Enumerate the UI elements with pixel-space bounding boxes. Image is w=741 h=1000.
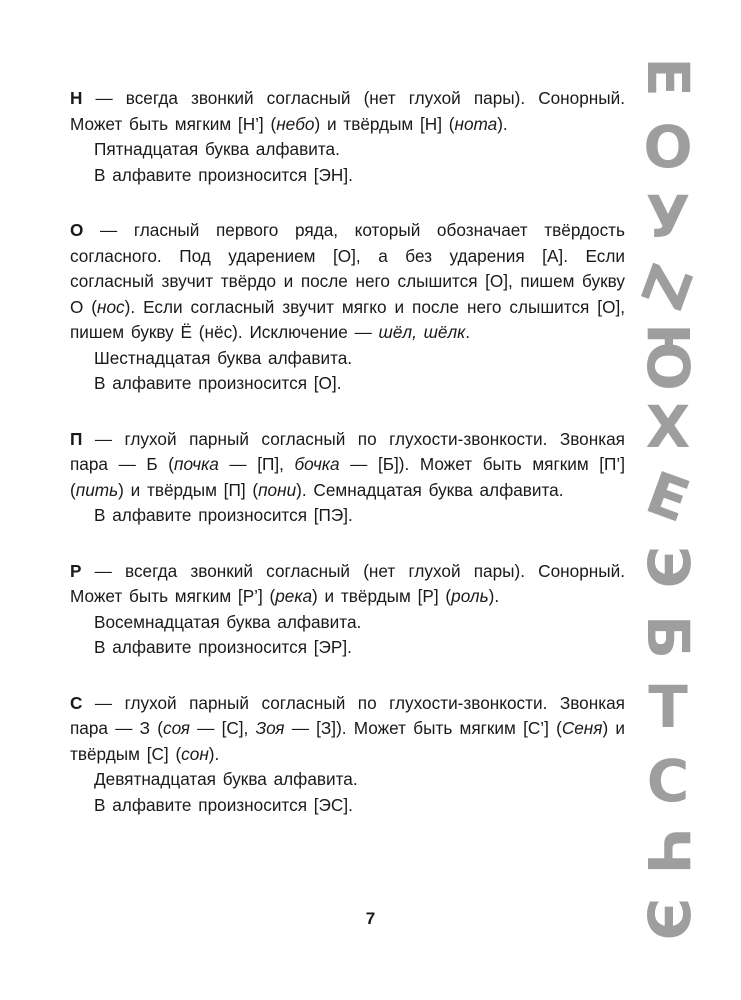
example-word: нота [454, 113, 498, 134]
text-run: ) и твёрдым [Н] ( [314, 113, 455, 134]
letter-entry-4 [70, 559, 625, 661]
decor-letter: Х [645, 393, 691, 461]
entry-note [70, 371, 625, 397]
decor-letter: Е [634, 57, 702, 97]
decor-letter: У [645, 183, 691, 251]
letter-entry-3 [70, 427, 625, 529]
entry-letter: Н [70, 88, 83, 108]
entry-description [70, 559, 625, 610]
text-run: ). Если согласный звучит мягко и после него слышится [О], пишем букву Ё (нёс). Исключение — [70, 296, 625, 342]
letter-entry-1 [70, 86, 625, 188]
text-run: ). [497, 113, 508, 134]
example-word: пить [75, 479, 119, 500]
example-word: шёл, шёлк [378, 322, 466, 342]
decor-letter: С [646, 747, 690, 815]
text-run: В алфавите произносится [ЭР]. [94, 637, 352, 657]
text-run: — [П], [218, 454, 295, 474]
text-run: — гласный первого ряда, который обозначает твёрдость согласного. Под ударением [О], а без ударения [А]. Если согласный звучит твёрдо и после него слышится [О], пишем букву О ( [70, 220, 625, 317]
entry-note [70, 163, 625, 189]
decor-letter: Т [648, 673, 688, 741]
entry-letter: О [70, 220, 84, 240]
entry-note [70, 346, 625, 372]
text-run: В алфавите произносится [О]. [94, 373, 342, 393]
entry-letter: С [70, 692, 83, 713]
text-run: — всегда звонкий согласный (нет глухой пары). Сонорный. Может быть мягким [Р’] ( [70, 560, 625, 606]
text-run: . [465, 322, 471, 342]
entry-letter: Р [70, 560, 82, 581]
letter-entry-5 [70, 691, 625, 819]
decor-letter: Б [634, 614, 702, 660]
entry-note [70, 503, 625, 529]
decor-letter: О [643, 113, 693, 181]
entry-description [70, 427, 625, 504]
entry-note [70, 793, 625, 819]
example-word: роль [451, 586, 489, 606]
text-run: В алфавите произносится [ЭН]. [94, 164, 353, 185]
entry-note [70, 767, 625, 793]
text-run: В алфавите произносится [ЭС]. [94, 794, 353, 815]
text-run: Восемнадцатая буква алфавита. [94, 611, 362, 632]
page-body [70, 86, 625, 848]
decor-letter: Е [637, 458, 699, 536]
text-run: Девятнадцатая буква алфавита. [94, 769, 358, 789]
example-word: Зоя [255, 718, 285, 738]
entry-description [70, 218, 625, 346]
example-word: бочка [294, 454, 340, 474]
text-run: ) и твёрдым [П] ( [118, 479, 259, 500]
text-run: ) и твёрдым [Р] ( [312, 586, 452, 606]
text-run: — глухой парный согласный по глухости-звонкости. Звонкая пара — Б ( [70, 428, 625, 474]
entry-note [70, 610, 625, 636]
text-run: ). Семнадцатая буква алфавита. [296, 479, 564, 500]
text-run: — [Б]). Может быть мягким [П’] ( [70, 454, 626, 500]
decor-letter: Ю [634, 322, 702, 392]
text-run: ). [208, 743, 220, 764]
entry-description [70, 86, 625, 137]
page-number: 7 [365, 909, 376, 928]
text-run: ). [488, 586, 500, 606]
text-run: ) и твёрдым [С] ( [70, 718, 625, 764]
text-run: — всегда звонкий согласный (нет глухой пары). Сонорный. Может быть мягким [Н’] ( [70, 88, 625, 134]
example-word: нос [97, 296, 125, 317]
entry-note [70, 137, 625, 163]
example-word: сон [181, 743, 209, 764]
entry-description [70, 691, 625, 768]
decor-letter: Э [634, 545, 702, 589]
example-word: соя [162, 718, 190, 738]
decor-letter: Э [634, 897, 702, 941]
text-run: — [З]). Может быть мягким [С’] ( [284, 718, 562, 738]
text-run: — глухой парный согласный по глухости-звонкости. Звонкая пара — З ( [70, 692, 625, 738]
text-run: — [С], [189, 718, 256, 738]
text-run: Пятнадцатая буква алфавита. [94, 139, 340, 159]
text-run: В алфавите произносится [ПЭ]. [94, 505, 353, 525]
example-word: Сеня [561, 718, 603, 738]
text-run: Шестнадцатая буква алфавита. [94, 347, 353, 368]
example-word: небо [276, 113, 315, 134]
entry-note [70, 635, 625, 661]
example-word: река [275, 586, 313, 606]
decor-letter: Ч [634, 827, 702, 875]
entry-letter: П [70, 428, 83, 449]
example-word: пони [258, 479, 297, 500]
decorative-letter-strip [618, 40, 718, 960]
example-word: почка [174, 454, 219, 474]
decor-letter: Z [628, 255, 708, 319]
letter-entry-2 [70, 218, 625, 397]
